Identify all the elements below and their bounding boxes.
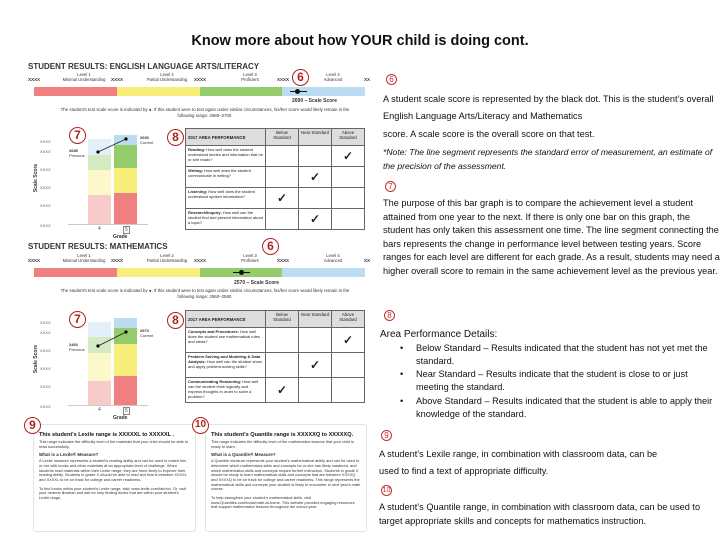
area-description (186, 167, 266, 188)
ela-scale-bar (34, 87, 365, 96)
math-scale-bar (34, 268, 365, 277)
ela-grade-chart (28, 125, 153, 240)
performance-cell (299, 146, 332, 167)
table-title: 2017 AREA PERFORMANCE (186, 129, 266, 146)
lexile-intro: This range indicates the difficulty level of the materials that your child should be able to read successfully. (39, 439, 189, 449)
ela-score-description: The student's test scale score is indicated by ●. If this student were to test again under similar circumstances, his/her score would likely remain in the following range: 2680–2700. (60, 107, 350, 118)
level-description: Advanced (323, 77, 343, 82)
previous-score: 2460 (69, 342, 78, 347)
level-label (49, 253, 119, 263)
explanation-9 (379, 446, 716, 480)
area-name: Problem Solving and Modeling & Data Analysis: (188, 354, 261, 364)
level-description: Proficient (241, 77, 259, 82)
math-grade-chart (28, 306, 153, 421)
current-label: Current (140, 333, 154, 338)
area-name: Concepts and Procedures: (188, 329, 239, 334)
column-header: Below Standard (266, 129, 299, 146)
area-question: How well does the student communicate in writing? (188, 168, 251, 178)
check-icon: ✓ (276, 383, 288, 397)
performance-cell (299, 353, 332, 378)
marker-8-math: 8 (167, 312, 184, 329)
current-score-dot (124, 330, 127, 333)
lexile-body: A Lexile measure represents a student's reading ability and can be used to match him or her with books and other materials at an appropriate level of challenge. When students read materials within their Lexile range, they are more likely to improve their reading ability. Students in grade X should be able to read text that is between XXXXL and XXXXL to be on track for college and career readiness. (39, 458, 187, 482)
x-axis-title: Grade (113, 415, 128, 421)
current-score-dot (124, 137, 127, 140)
performance-cell (332, 167, 365, 188)
quantile-body: A Quantile measure represents your student's mathematical ability and can be used to determine which mathematics skills and concepts he or she has likely mastered, and which mathematics skills and concepts require further instruction. Students in grade X should be ready to learn mathematical skills and concepts that are between XXXXQ and XXXXQ to be on track for college and career readiness. This range represents the mathematical skills and concepts your student is likely to encounter in next year's math course. (211, 458, 361, 492)
marker-7-math: 7 (69, 311, 86, 328)
column-header: Above Standard (332, 311, 365, 328)
ela-area-performance-table (185, 128, 365, 230)
grade-tick-label: 4 (98, 226, 101, 232)
marker-6-math: 6 (262, 238, 279, 255)
column-header: Near Standard (299, 311, 332, 328)
table-row (186, 188, 365, 209)
lexile-box (33, 424, 196, 532)
table-header-row (186, 311, 365, 328)
quantile-intro: This range indicates the difficulty level of the mathematics lessons that your child is ready to learn. (211, 439, 354, 449)
performance-cell (266, 146, 299, 167)
table-row (186, 209, 365, 230)
performance-cell (266, 209, 299, 230)
explanation-10: A student’s Quantile range, in combination with classroom data, can be used to target appropriate skills and concepts for mathematics instruction. (379, 502, 701, 526)
score-change-line (28, 125, 153, 240)
check-icon: ✓ (276, 191, 288, 205)
performance-cell (266, 167, 299, 188)
grade-tick-label: 5 (125, 227, 128, 233)
y-tick-label: XXXX (40, 330, 51, 335)
explanation-marker-10: 10 (382, 487, 391, 494)
level-boundary-score: XXXX (194, 258, 207, 263)
marker-9: 9 (24, 417, 41, 434)
y-tick-label: XXXX (40, 384, 51, 389)
area-question: How well does the student understand stories and information that he or she reads? (188, 147, 263, 162)
level-boundary-score: XX (364, 258, 371, 263)
area-question: How well can the student think logically and express thoughts in order to solve a problem? (188, 379, 259, 399)
level-3-band (200, 87, 283, 96)
math-heading: STUDENT RESULTS: MATHEMATICS (28, 242, 168, 251)
level-description: Minimal Understanding (62, 77, 106, 82)
score-change-line (28, 306, 153, 421)
explanation-6-text: A student scale score is represented by the black dot. This is the student’s overall English Language Arts/Literacy and Mathematics (383, 94, 714, 121)
explanation-6 (383, 91, 720, 173)
explanation-6-note: *Note: The line segment represents the standard error of measurement, an estimate of the precision of the assessment. (383, 146, 713, 171)
performance-cell (332, 209, 365, 230)
area-name: Communicating Reasoning: (188, 379, 242, 384)
explanation-marker-6: 6 (386, 74, 397, 85)
quantile-heading: This student's Quantile range is XXXXXQ to XXXXXQ. (211, 432, 354, 438)
check-icon: ✓ (309, 358, 321, 372)
quantile-footer: To help strengthen your student's mathematical skills, visit www.Quantiles.com/tools/math-at-home. This website provides engaging resources that support mathematics lessons throughout the school year. (211, 495, 355, 510)
level-description: Minimal Understanding (62, 258, 106, 263)
current-score: 2690 (140, 135, 149, 140)
area-description (186, 378, 266, 403)
marker-8-ela: 8 (167, 129, 184, 146)
level-1-band (34, 268, 117, 277)
area-name: Reading: (188, 147, 206, 152)
column-header: Below Standard (266, 311, 299, 328)
area-question: How well does the student use mathematical rules and ideas? (188, 329, 260, 344)
lexile-subheading: What is a Lexile® Measure? (39, 452, 99, 458)
y-tick-label: XXXX (40, 348, 51, 353)
performance-cell (332, 353, 365, 378)
previous-label: Previous (69, 153, 85, 158)
x-axis-title: Grade (113, 234, 128, 240)
explanation-8 (380, 328, 717, 421)
y-axis-title: Scale Score (33, 163, 40, 193)
area-question: How well can the student show and apply problem-solving skills? (188, 359, 262, 369)
area-description (186, 328, 266, 353)
performance-cell (266, 328, 299, 353)
level-description: Partial Understanding (146, 258, 188, 263)
grade-tick-label: 5 (125, 408, 128, 414)
current-label: Current (140, 140, 154, 145)
ela-level-labels (28, 72, 373, 86)
level-name: Level 4 (326, 72, 340, 77)
level-description: Advanced (323, 258, 343, 263)
check-icon: ✓ (342, 149, 354, 163)
marker-10: 10 (192, 417, 209, 434)
level-name: Level 2 (160, 253, 174, 258)
level-boundary-score: XXXX (111, 77, 124, 82)
previous-score-label (69, 148, 85, 158)
quantile-box (205, 424, 367, 532)
table-row (186, 328, 365, 353)
area-description (186, 146, 266, 167)
level-description: Partial Understanding (146, 77, 188, 82)
level-1-band (34, 87, 117, 96)
y-tick-label: XXXX (40, 223, 51, 228)
performance-cell (332, 188, 365, 209)
performance-cell (332, 328, 365, 353)
y-tick-label: XXXX (40, 366, 51, 371)
performance-cell (299, 188, 332, 209)
y-tick-label: XXXX (40, 139, 51, 144)
explanation-marker-8: 8 (384, 310, 395, 321)
y-tick-label: XXXX (40, 149, 51, 154)
ela-scale-score: 2690 – Scale Score (292, 98, 338, 104)
level-name: Level 3 (243, 253, 257, 258)
level-label (132, 253, 202, 263)
performance-cell (299, 209, 332, 230)
table-row (186, 353, 365, 378)
level-boundary-score: XXXX (28, 258, 41, 263)
level-2-band (117, 268, 200, 277)
current-score: 2570 (140, 328, 149, 333)
check-icon: ✓ (309, 212, 321, 226)
math-score-dot (239, 270, 244, 275)
math-score-description: The student's test scale score is indicated by ●. If this student were to test again under similar circumstances, his/her score would likely remain in the following range: 2560–2580. (60, 288, 350, 299)
marker-7-ela: 7 (69, 127, 86, 144)
explanation-6-text-2: score. A scale score is the overall score on that test. (383, 129, 595, 139)
performance-cell (299, 328, 332, 353)
performance-cell (332, 378, 365, 403)
explanation-9-text: A student’s Lexile range, in combination with classroom data, can be (379, 449, 658, 459)
marker-6-ela: 6 (292, 69, 309, 86)
performance-cell (332, 146, 365, 167)
performance-cell (266, 353, 299, 378)
area-name: Writing: (188, 168, 204, 173)
explanation-8-item: • Below Standard – Results indicated that the student has not yet met the standard. (394, 342, 717, 369)
previous-score-dot (96, 344, 99, 347)
check-icon: ✓ (309, 170, 321, 184)
level-name: Level 3 (243, 72, 257, 77)
lexile-heading: This student's Lexile range is XXXXXL to XXXXXL . (39, 432, 175, 438)
check-icon: ✓ (342, 333, 354, 347)
area-description (186, 353, 266, 378)
level-name: Level 4 (326, 253, 340, 258)
y-tick-label: XXXX (40, 167, 51, 172)
explanation-7: The purpose of this bar graph is to compare the achievement level a student attained from one year to the next. If there is only one bar on this graph, the student has only taken this assessment one time. The line segment connecting the bars represents the change in performance level between testing years. Score ranges for each level are different for each grade. As a result, students may need a higher overall score to remain in the same achievement level as the previous year. (383, 198, 720, 276)
table-row (186, 378, 365, 403)
area-name: Listening: (188, 189, 208, 194)
level-name: Level 1 (77, 72, 91, 77)
level-label (215, 72, 285, 82)
level-boundary-score: XXXX (28, 77, 41, 82)
level-description: Proficient (241, 258, 259, 263)
column-header: Near Standard (299, 129, 332, 146)
performance-cell (266, 378, 299, 403)
page-title: Know more about how YOUR child is doing cont. (191, 33, 529, 49)
explanation-marker-7: 7 (385, 181, 396, 192)
previous-score-label (69, 342, 85, 352)
area-description (186, 209, 266, 230)
area-name: Research/Inquiry: (188, 210, 222, 215)
ela-score-dot (295, 89, 300, 94)
y-tick-label: XXXX (40, 185, 51, 190)
previous-score-dot (96, 150, 99, 153)
previous-score: 2685 (69, 148, 78, 153)
previous-label: Previous (69, 347, 85, 352)
explanation-marker-9: 9 (381, 430, 392, 441)
table-row (186, 167, 365, 188)
column-header: Above Standard (332, 129, 365, 146)
performance-cell (266, 188, 299, 209)
math-area-performance-table (185, 310, 365, 403)
area-question: How well can the student find and present information about a topic? (188, 210, 263, 225)
level-label (132, 72, 202, 82)
grade-tick-label: 4 (98, 407, 101, 413)
level-name: Level 1 (77, 253, 91, 258)
level-boundary-score: XXXX (277, 77, 290, 82)
level-label (215, 253, 285, 263)
y-axis-title: Scale Score (33, 344, 40, 374)
math-level-labels (28, 253, 373, 267)
level-boundary-score: XX (364, 77, 371, 82)
level-boundary-score: XXXX (194, 77, 207, 82)
level-2-band (117, 87, 200, 96)
lexile-footer: To find books within your student's Lexile range, visit: www.lexile.com/fab/nv/. Or, visit your nearest librarian and ask for help finding books that are within your student's Lexile range. (39, 485, 186, 501)
current-score-label (140, 328, 153, 338)
math-scale-score: 2570 – Scale Score (234, 280, 280, 286)
explanation-8-item: • Above Standard – Results indicated that the student is able to apply their knowledge of the standard. (394, 395, 717, 422)
performance-cell (299, 378, 332, 403)
change-line (98, 332, 126, 346)
level-label (298, 253, 371, 263)
level-name: Level 2 (160, 72, 174, 77)
y-tick-label: XXXX (40, 203, 51, 208)
table-row (186, 146, 365, 167)
y-tick-label: XXXX (40, 320, 51, 325)
table-title: 2017 AREA PERFORMANCE (186, 311, 266, 328)
area-question: How well does the student understand spoken information? (188, 189, 255, 199)
area-description (186, 188, 266, 209)
explanation-8-title: Area Performance Details: (380, 329, 498, 340)
explanation-9-text-2: used to find a text of appropriate difficulty. (379, 466, 549, 476)
y-tick-label: XXXX (40, 404, 51, 409)
current-score-label (140, 135, 153, 145)
table-header-row (186, 129, 365, 146)
change-line (98, 139, 126, 152)
level-4-band (282, 268, 365, 277)
level-label (49, 72, 119, 82)
ela-heading: STUDENT RESULTS: ENGLISH LANGUAGE ARTS/LITERACY (28, 62, 260, 71)
quantile-subheading: What is a Quantile® Measure? (211, 452, 276, 458)
performance-cell (299, 167, 332, 188)
explanation-8-item: • Near Standard – Results indicate that the student is close to or just meeting the standard. (394, 368, 717, 395)
level-boundary-score: XXXX (277, 258, 290, 263)
level-boundary-score: XXXX (111, 258, 124, 263)
